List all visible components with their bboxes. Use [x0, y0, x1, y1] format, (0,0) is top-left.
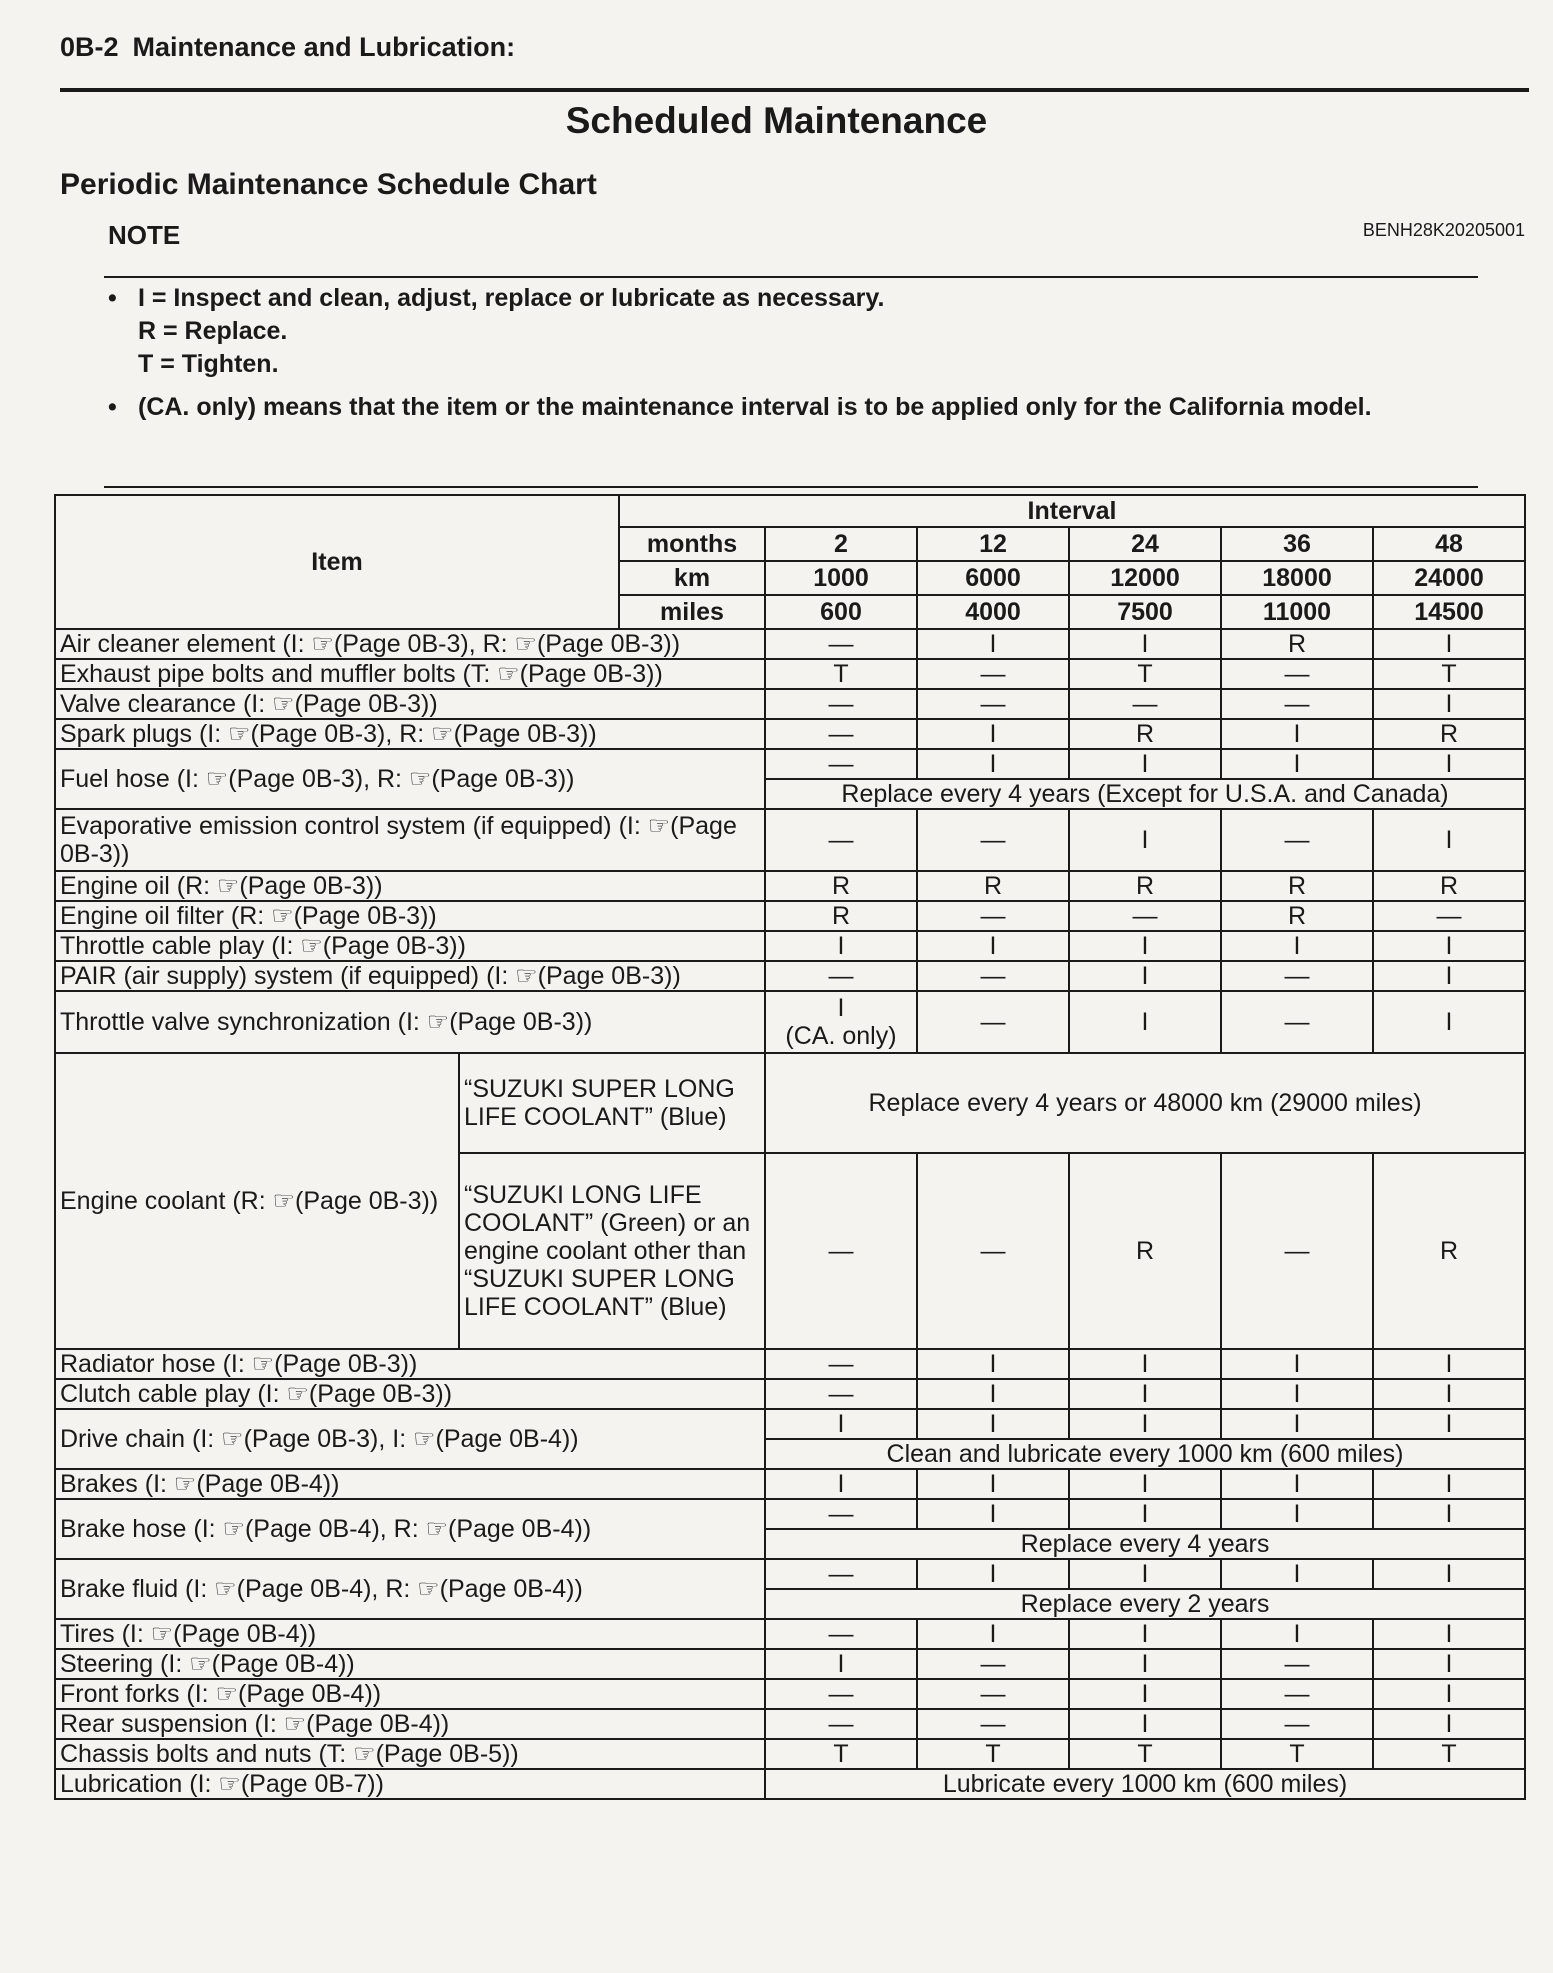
interval-cell: I — [917, 1379, 1069, 1409]
interval-cell: I — [1069, 1619, 1221, 1649]
interval-cell: I — [1069, 1379, 1221, 1409]
interval-cell: I — [1221, 749, 1373, 779]
interval-cell: — — [1069, 689, 1221, 719]
item-label: Brake hose (I: ☞(Page 0B-4), R: ☞(Page 0B-4)) — [55, 1499, 765, 1559]
item-label: Chassis bolts and nuts (T: ☞(Page 0B-5)) — [55, 1739, 765, 1769]
interval-cell: — — [1221, 1709, 1373, 1739]
interval-note: Clean and lubricate every 1000 km (600 miles) — [765, 1439, 1525, 1469]
interval-cell: R — [1069, 1153, 1221, 1349]
table-row — [55, 1409, 1525, 1439]
interval-note: Replace every 4 years or 48000 km (29000 miles) — [765, 1053, 1525, 1153]
table-row — [55, 901, 1525, 931]
note-divider-bottom — [104, 486, 1478, 488]
interval-cell: — — [1069, 901, 1221, 931]
item-label: Lubrication (I: ☞(Page 0B-7)) — [55, 1769, 765, 1799]
interval-cell: — — [917, 1679, 1069, 1709]
interval-cell: — — [765, 1379, 917, 1409]
table-row — [55, 1739, 1525, 1769]
interval-cell: I — [1221, 1379, 1373, 1409]
interval-cell: R — [1373, 1153, 1525, 1349]
interval-cell: I — [1221, 931, 1373, 961]
item-header: Item — [55, 495, 619, 629]
km-value: 1000 — [765, 561, 917, 595]
item-label: Spark plugs (I: ☞(Page 0B-3), R: ☞(Page 0B-3)) — [55, 719, 765, 749]
legend-replace: R = Replace. — [138, 317, 288, 345]
interval-cell: I — [1373, 1619, 1525, 1649]
interval-cell: I — [1373, 1469, 1525, 1499]
item-label: Engine oil (R: ☞(Page 0B-3)) — [55, 871, 765, 901]
chart-title: Periodic Maintenance Schedule Chart — [60, 168, 597, 201]
interval-header: Interval — [619, 495, 1525, 527]
interval-cell: I — [1373, 1409, 1525, 1439]
table-row-coolant — [55, 1053, 1525, 1153]
interval-cell: I — [1373, 689, 1525, 719]
interval-cell: I — [1069, 1709, 1221, 1739]
interval-cell: I — [1373, 1379, 1525, 1409]
table-row — [55, 1619, 1525, 1649]
item-label: Rear suspension (I: ☞(Page 0B-4)) — [55, 1709, 765, 1739]
interval-cell: I — [765, 1409, 917, 1439]
months-value: 36 — [1221, 527, 1373, 561]
miles-value: 11000 — [1221, 595, 1373, 629]
page-title: Scheduled Maintenance — [565, 100, 988, 141]
interval-cell: T — [1221, 1739, 1373, 1769]
document-id: BENH28K20205001 — [1362, 220, 1525, 240]
interval-cell: — — [765, 689, 917, 719]
miles-label: miles — [619, 595, 765, 629]
interval-cell: T — [1069, 659, 1221, 689]
interval-cell: — — [765, 809, 917, 871]
item-label: Engine oil filter (R: ☞(Page 0B-3)) — [55, 901, 765, 931]
interval-cell: T — [1069, 1739, 1221, 1769]
interval-cell: — — [1373, 901, 1525, 931]
table-row — [55, 931, 1525, 961]
interval-cell: I — [1069, 961, 1221, 991]
km-label: km — [619, 561, 765, 595]
item-label: Fuel hose (I: ☞(Page 0B-3), R: ☞(Page 0B-3)) — [55, 749, 765, 809]
km-value: 12000 — [1069, 561, 1221, 595]
interval-cell: I — [1221, 1619, 1373, 1649]
interval-cell: — — [1221, 809, 1373, 871]
interval-cell: — — [765, 629, 917, 659]
interval-cell-ca-only — [765, 991, 917, 1053]
table-row — [55, 961, 1525, 991]
table-row — [55, 809, 1525, 871]
interval-cell: I — [1373, 1349, 1525, 1379]
interval-cell: — — [917, 1709, 1069, 1739]
item-label: Radiator hose (I: ☞(Page 0B-3)) — [55, 1349, 765, 1379]
interval-cell: I — [917, 1469, 1069, 1499]
interval-cell: I — [1069, 749, 1221, 779]
interval-cell: — — [765, 1153, 917, 1349]
ca-only-label: (CA. only) — [785, 1022, 897, 1050]
table-row — [55, 1679, 1525, 1709]
table-row — [55, 1499, 1525, 1529]
table-row — [55, 1709, 1525, 1739]
interval-cell: R — [917, 871, 1069, 901]
item-label: Throttle valve synchronization (I: ☞(Page 0B-3)) — [55, 991, 765, 1053]
item-label: Brake fluid (I: ☞(Page 0B-4), R: ☞(Page 0B-4)) — [55, 1559, 765, 1619]
months-label: months — [619, 527, 765, 561]
interval-cell: — — [765, 749, 917, 779]
table-row — [55, 659, 1525, 689]
interval-cell: — — [1221, 961, 1373, 991]
coolant-super-label: “SUZUKI SUPER LONG LIFE COOLANT” (Blue) — [459, 1053, 765, 1153]
interval-cell: I — [1373, 1709, 1525, 1739]
interval-cell: I — [1373, 629, 1525, 659]
item-label: Brakes (I: ☞(Page 0B-4)) — [55, 1469, 765, 1499]
interval-cell: I — [917, 1499, 1069, 1529]
months-value: 48 — [1373, 527, 1525, 561]
interval-cell: I — [917, 1409, 1069, 1439]
interval-cell: I — [917, 1559, 1069, 1589]
table-row — [55, 1469, 1525, 1499]
interval-cell: T — [1373, 659, 1525, 689]
months-value: 12 — [917, 527, 1069, 561]
interval-cell: I — [1069, 1469, 1221, 1499]
interval-cell: I — [1221, 1499, 1373, 1529]
legend-inspect: • I = Inspect and clean, adjust, replace or lubricate as necessary. — [138, 284, 885, 312]
miles-value: 4000 — [917, 595, 1069, 629]
table-row — [55, 689, 1525, 719]
interval-cell: I — [1373, 931, 1525, 961]
interval-cell: I — [1373, 1649, 1525, 1679]
table-row — [55, 1559, 1525, 1589]
interval-cell: I — [1373, 1499, 1525, 1529]
interval-note: Replace every 2 years — [765, 1589, 1525, 1619]
item-label: Exhaust pipe bolts and muffler bolts (T: ☞(Page 0B-3)) — [55, 659, 765, 689]
interval-cell: — — [917, 1153, 1069, 1349]
km-value: 6000 — [917, 561, 1069, 595]
table-row — [55, 719, 1525, 749]
interval-cell: R — [1069, 719, 1221, 749]
interval-cell: — — [917, 961, 1069, 991]
interval-cell: R — [765, 871, 917, 901]
item-label: Clutch cable play (I: ☞(Page 0B-3)) — [55, 1379, 765, 1409]
item-label: Throttle cable play (I: ☞(Page 0B-3)) — [55, 931, 765, 961]
item-label: Air cleaner element (I: ☞(Page 0B-3), R: ☞(Page 0B-3)) — [55, 629, 765, 659]
interval-cell: — — [1221, 1649, 1373, 1679]
coolant-other-label: “SUZUKI LONG LIFE COOLANT” (Green) or an engine coolant other than “SUZUKI SUPER LONG LIFE COOLANT” (Blue) — [459, 1153, 765, 1349]
note-legend — [104, 282, 1484, 381]
interval-cell: — — [765, 1499, 917, 1529]
table-row — [55, 1349, 1525, 1379]
item-label: Valve clearance (I: ☞(Page 0B-3)) — [55, 689, 765, 719]
interval-cell: I — [1069, 1679, 1221, 1709]
section-code: 0B-2 — [60, 32, 119, 62]
miles-value: 7500 — [1069, 595, 1221, 629]
interval-cell: I — [765, 1469, 917, 1499]
interval-cell: I — [1069, 1349, 1221, 1379]
table-row — [55, 629, 1525, 659]
item-label: Tires (I: ☞(Page 0B-4)) — [55, 1619, 765, 1649]
interval-cell: I — [917, 749, 1069, 779]
interval-cell: — — [765, 961, 917, 991]
interval-cell: — — [917, 809, 1069, 871]
interval-cell: — — [917, 991, 1069, 1053]
interval-cell: I — [1069, 991, 1221, 1053]
interval-cell: — — [1221, 1679, 1373, 1709]
interval-cell: — — [1221, 659, 1373, 689]
interval-value: I — [837, 994, 845, 1022]
table-row — [55, 749, 1525, 779]
interval-cell: I — [1373, 991, 1525, 1053]
item-label-coolant: Engine coolant (R: ☞(Page 0B-3)) — [55, 1053, 459, 1349]
months-value: 24 — [1069, 527, 1221, 561]
note-divider-top — [104, 276, 1478, 278]
page-header — [60, 32, 515, 63]
interval-cell: I — [917, 931, 1069, 961]
item-label: Steering (I: ☞(Page 0B-4)) — [55, 1649, 765, 1679]
interval-cell: — — [917, 901, 1069, 931]
interval-cell: — — [917, 689, 1069, 719]
interval-cell: I — [1221, 1349, 1373, 1379]
interval-cell: T — [917, 1739, 1069, 1769]
interval-cell: T — [765, 659, 917, 689]
item-label: Front forks (I: ☞(Page 0B-4)) — [55, 1679, 765, 1709]
table-row — [55, 871, 1525, 901]
item-label: Drive chain (I: ☞(Page 0B-3), I: ☞(Page 0B-4)) — [55, 1409, 765, 1469]
table-row — [55, 1379, 1525, 1409]
interval-cell: I — [1069, 1649, 1221, 1679]
interval-cell: I — [1069, 629, 1221, 659]
maintenance-schedule-table — [54, 494, 1526, 1800]
note-list — [104, 282, 1484, 434]
legend-tighten: T = Tighten. — [138, 350, 279, 378]
interval-cell: I — [1373, 749, 1525, 779]
interval-cell: I — [917, 629, 1069, 659]
table-row — [55, 991, 1525, 1053]
miles-value: 600 — [765, 595, 917, 629]
table-row — [55, 1769, 1525, 1799]
interval-cell: R — [1221, 629, 1373, 659]
interval-cell: I — [1373, 809, 1525, 871]
months-value: 2 — [765, 527, 917, 561]
section-title: Maintenance and Lubrication: — [132, 32, 516, 62]
interval-cell: I — [1069, 809, 1221, 871]
interval-cell: R — [1373, 719, 1525, 749]
interval-cell: — — [765, 1559, 917, 1589]
interval-cell: I — [917, 719, 1069, 749]
table-row — [55, 1649, 1525, 1679]
km-value: 24000 — [1373, 561, 1525, 595]
interval-cell: I — [1069, 931, 1221, 961]
interval-cell: I — [1373, 1679, 1525, 1709]
interval-note: Lubricate every 1000 km (600 miles) — [765, 1769, 1525, 1799]
item-label: Evaporative emission control system (if equipped) (I: ☞(Page 0B-3)) — [55, 809, 765, 871]
interval-cell: I — [1069, 1499, 1221, 1529]
interval-cell: — — [765, 1349, 917, 1379]
note-label: NOTE — [108, 220, 181, 250]
interval-cell: I — [1373, 1559, 1525, 1589]
interval-cell: — — [1221, 689, 1373, 719]
interval-cell: T — [765, 1739, 917, 1769]
miles-value: 14500 — [1373, 595, 1525, 629]
note-ca-only: • (CA. only) means that the item or the maintenance interval is to be applied only for the California model. — [104, 391, 1484, 424]
interval-cell: — — [765, 1619, 917, 1649]
interval-cell: R — [765, 901, 917, 931]
interval-cell: I — [1069, 1409, 1221, 1439]
interval-cell: — — [765, 1709, 917, 1739]
header-rule — [60, 88, 1529, 92]
interval-cell: T — [1373, 1739, 1525, 1769]
interval-cell: — — [765, 719, 917, 749]
interval-cell: I — [917, 1619, 1069, 1649]
item-label: PAIR (air supply) system (if equipped) (I: ☞(Page 0B-3)) — [55, 961, 765, 991]
interval-cell: — — [1221, 1153, 1373, 1349]
interval-cell: I — [765, 1649, 917, 1679]
interval-cell: — — [1221, 991, 1373, 1053]
interval-cell: I — [1221, 1559, 1373, 1589]
interval-cell: — — [765, 1679, 917, 1709]
interval-cell: I — [1373, 961, 1525, 991]
km-value: 18000 — [1221, 561, 1373, 595]
interval-cell: R — [1221, 871, 1373, 901]
interval-cell: I — [917, 1349, 1069, 1379]
interval-cell: — — [917, 1649, 1069, 1679]
interval-cell: I — [1221, 719, 1373, 749]
interval-cell: R — [1373, 871, 1525, 901]
interval-cell: I — [1069, 1559, 1221, 1589]
interval-cell: I — [1221, 1409, 1373, 1439]
interval-cell: I — [1221, 1469, 1373, 1499]
interval-cell: R — [1221, 901, 1373, 931]
interval-cell: I — [765, 931, 917, 961]
interval-cell: R — [1069, 871, 1221, 901]
interval-note: Replace every 4 years (Except for U.S.A. and Canada) — [765, 779, 1525, 809]
interval-note: Replace every 4 years — [765, 1529, 1525, 1559]
interval-cell: — — [917, 659, 1069, 689]
